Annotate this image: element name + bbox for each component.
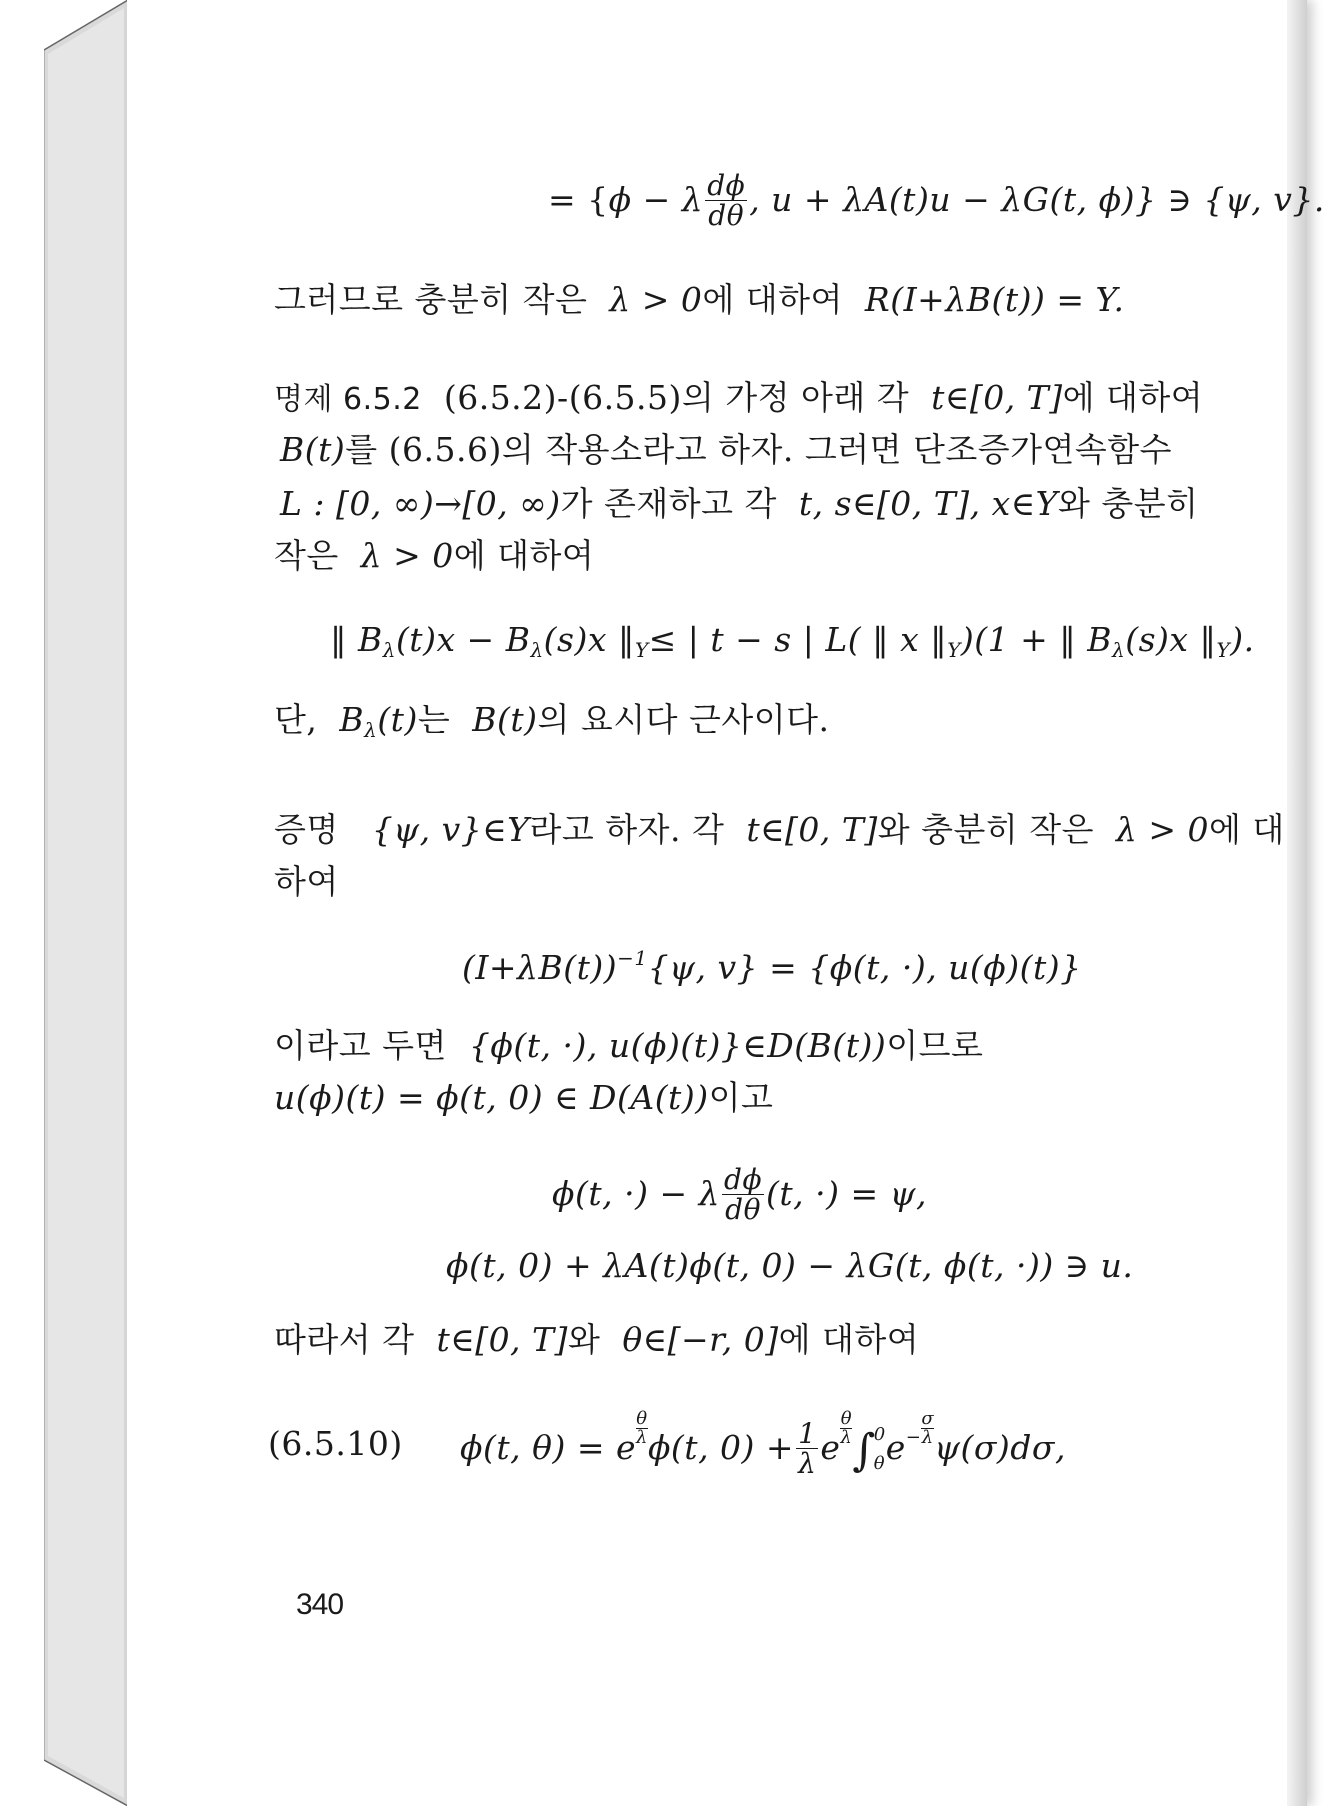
book-page [127, 0, 1307, 1806]
math-t-interval: t∈[0, T] [746, 810, 878, 849]
proposition-line-3 [280, 484, 1199, 524]
text-korean: 에 대하여 [778, 1320, 920, 1359]
frac-numerator: 1 [798, 1417, 817, 1451]
proposition-line-2 [280, 430, 1172, 470]
text-korean: (6.5.2)-(6.5.5)의 가정 아래 각 [443, 378, 910, 417]
text-korean: 이라고 두면 [274, 1026, 447, 1065]
subscript-lambda: λ [364, 718, 378, 742]
eq-part: e [885, 1428, 906, 1467]
math-lambda-positive: λ > 0 [360, 536, 454, 575]
math-B-t: B(t) [472, 700, 538, 739]
line-irago [274, 1026, 983, 1066]
equation-resolvent [462, 946, 1082, 988]
frac-denominator: dθ [725, 1193, 761, 1226]
math-B: B [339, 700, 365, 739]
text-korean: 그러므로 충분히 작은 [274, 280, 588, 319]
proposition-line-4 [274, 536, 594, 576]
eq-part: ϕ(t, θ) = e [460, 1428, 637, 1467]
equation-number: (6.5.10) [268, 1424, 403, 1463]
fraction-one-over-lambda [796, 1417, 818, 1481]
subscript-Y: Y [947, 638, 961, 662]
page-number: 340 [296, 1588, 344, 1621]
subscript-lambda: λ [530, 638, 544, 662]
subscript-Y: Y [1216, 638, 1231, 662]
math-psi-v-in-Y: {ψ, v}∈Y [371, 810, 530, 849]
math-theta-interval: θ∈[−r, 0] [622, 1320, 779, 1359]
frac-denominator: λ [798, 1447, 817, 1481]
proposition-label: 명제 6.5.2 [274, 382, 422, 417]
math-L-function: L : [0, ∞)→[0, ∞) [280, 484, 561, 523]
ineq-part: (t)x − B [395, 620, 531, 659]
exp-numerator: θ [636, 1408, 648, 1429]
frac-denominator: dθ [708, 199, 745, 232]
proof-line-1 [274, 810, 1285, 850]
text-korean: 단, [274, 700, 318, 739]
equation-phi-1 [552, 1163, 928, 1226]
math-range-equals-Y: R(I+λB(t)) = Y. [864, 280, 1125, 319]
eq-part: ϕ(t, 0) + λA(t)ϕ(t, 0) − λG(t, ϕ(t, ·)) ∋ u. [446, 1246, 1134, 1285]
eq-top-part-b: , u + λA(t)u − λG(t, ϕ)} ∋ {ψ, v}. [749, 179, 1325, 219]
exp-denominator: λ [921, 1427, 934, 1448]
eq-part: (I+λB(t)) [462, 948, 618, 987]
frac-numerator: dϕ [724, 1163, 763, 1196]
math-t: (t) [377, 700, 418, 739]
ineq-part: (s)x ‖ [543, 620, 635, 659]
subscript-lambda: λ [382, 638, 396, 662]
ineq-part: ‖ B [330, 620, 383, 659]
eq-part: ϕ(t, ·) − λ [552, 1173, 721, 1213]
math-u-phi-equals: u(ϕ)(t) = ϕ(t, 0) ∈ D(A(t)) [274, 1078, 709, 1117]
eq-top-prefix: = { [548, 179, 609, 219]
line-therefore [274, 280, 1125, 320]
line-u-phi [274, 1078, 773, 1118]
superscript-minus-one: −1 [617, 946, 648, 970]
text-korean: 에 대 [1209, 810, 1285, 849]
proof-line-2 [274, 862, 339, 902]
text-korean: 를 (6.5.6)의 작용소라고 하자. 그러면 단조증가연속함수 [345, 430, 1172, 469]
fraction-dphi-dtheta [722, 1163, 764, 1226]
text-korean: 에 대하여 [702, 280, 843, 319]
subscript-lambda: λ [1112, 638, 1126, 662]
exponent-theta-over-lambda [636, 1410, 648, 1447]
text-korean: 는 [417, 700, 451, 739]
book-spine [44, 0, 128, 1806]
exp-denominator: λ [840, 1427, 853, 1448]
eq-part: {ψ, v} = {ϕ(t, ·), u(ϕ)(t)} [647, 948, 1082, 987]
exponent-theta-over-lambda [840, 1410, 852, 1447]
page-edge-shadow [1287, 0, 1307, 1806]
note-yosida [274, 700, 829, 742]
text-korean: 에 대하여 [1062, 378, 1204, 417]
text-korean: 이고 [708, 1078, 774, 1117]
exponent-sigma-over-lambda [921, 1410, 934, 1447]
fraction-dphi-dtheta [705, 169, 747, 232]
eq-part: e [820, 1428, 841, 1467]
proposition-line-1 [274, 378, 1203, 418]
ineq-part: )(1 + ‖ B [960, 620, 1113, 659]
text-korean: 와 충분히 [1057, 484, 1199, 523]
text-korean: 이므로 [886, 1026, 984, 1065]
ineq-part: ≤ | t − s | L( ‖ x ‖ [648, 620, 948, 659]
text-korean: 라고 하자. 각 [529, 810, 725, 849]
math-in-domain: {ϕ(t, ·), u(ϕ)(t)}∈D(B(t)) [468, 1026, 887, 1065]
text-korean: 하여 [274, 862, 339, 901]
exponent-minus-sign: − [905, 1427, 922, 1448]
equation-main [460, 1410, 1066, 1480]
text-korean: 작은 [274, 536, 339, 575]
integral-limits [874, 1421, 886, 1479]
integral-upper-limit: 0 [873, 1424, 886, 1446]
text-korean: 가 존재하고 각 [560, 484, 777, 523]
eq-part: ψ(σ)dσ, [934, 1428, 1066, 1467]
text-korean: 의 요시다 근사이다. [537, 700, 830, 739]
inequality-lipschitz [330, 620, 1255, 662]
eq-part: (t, ·) = ψ, [766, 1173, 928, 1213]
math-t-interval: t∈[0, T] [931, 378, 1063, 417]
integral-sign: ∫ [852, 1425, 876, 1476]
integral-lower-limit: θ [873, 1453, 886, 1474]
proof-label: 증명 [274, 810, 339, 849]
exp-denominator: λ [636, 1427, 648, 1448]
math-t-s-x: t, s∈[0, T], x∈Y [798, 484, 1058, 523]
text-korean: 따라서 각 [274, 1320, 415, 1359]
math-lambda-positive: λ > 0 [1115, 810, 1210, 849]
exp-numerator: σ [921, 1408, 935, 1429]
subscript-Y: Y [634, 638, 649, 662]
text-korean: 에 대하여 [453, 536, 595, 575]
equation-top [548, 169, 1325, 232]
line-ttaraseo [274, 1320, 919, 1360]
frac-numerator: dϕ [707, 169, 746, 202]
exp-numerator: θ [840, 1408, 853, 1429]
math-lambda-positive: λ > 0 [609, 280, 703, 319]
ineq-part: ). [1230, 620, 1255, 659]
text-korean: 와 [567, 1320, 601, 1359]
equation-label [268, 1424, 403, 1464]
math-B-t: B(t) [280, 430, 346, 469]
ineq-part: (s)x ‖ [1125, 620, 1217, 659]
equation-phi-2 [446, 1246, 1133, 1286]
eq-part: ϕ(t, 0) + [647, 1428, 795, 1467]
math-t-interval: t∈[0, T] [436, 1320, 568, 1359]
eq-top-part-a: ϕ − λ [608, 179, 704, 219]
text-korean: 와 충분히 작은 [877, 810, 1094, 849]
